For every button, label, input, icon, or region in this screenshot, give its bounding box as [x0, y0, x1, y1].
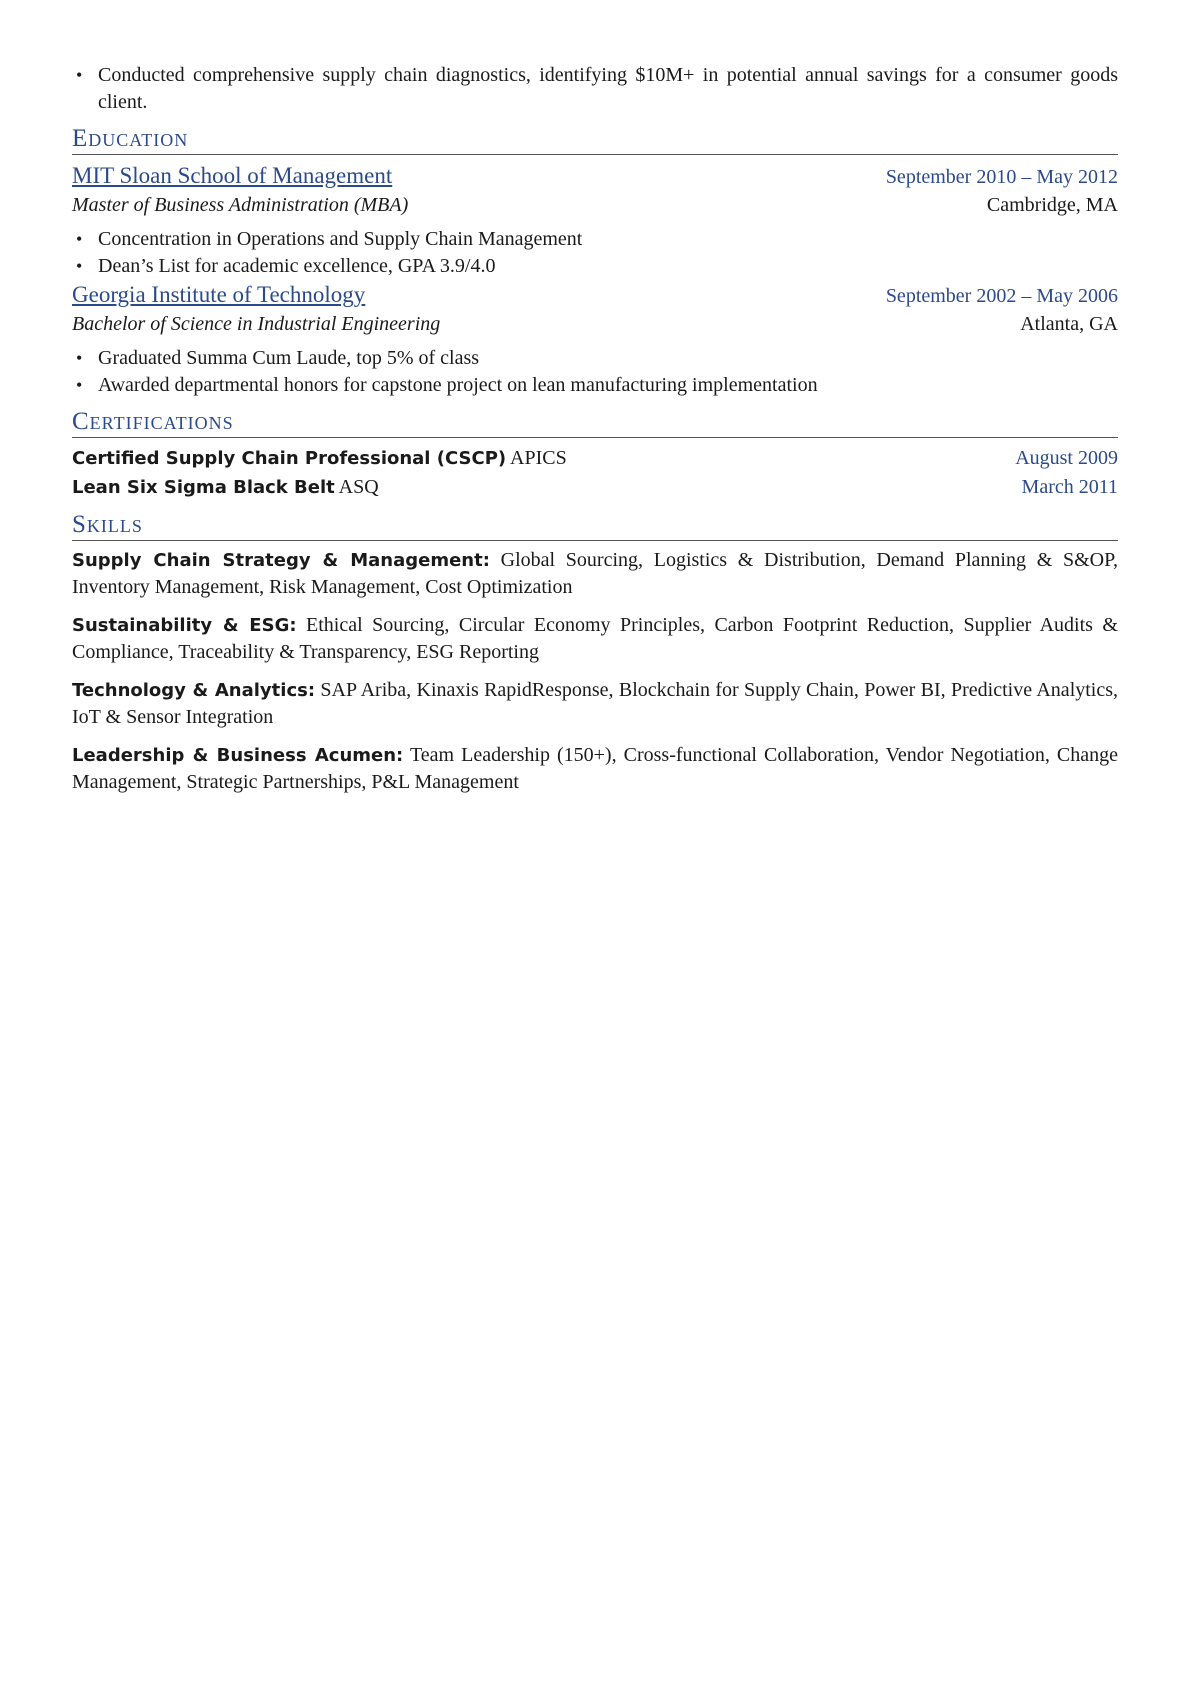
- education-bullet: [72, 253, 1118, 280]
- skill-items: Global Sourcing, Logistics & Distribution, Demand Planning & S&OP, Inventory Management, Risk Management, Cost Optimization: [72, 549, 1118, 598]
- location: Cambridge, MA: [986, 194, 1118, 216]
- certifications-heading: Certifications: [72, 408, 1118, 438]
- education-bullet: [72, 226, 1118, 253]
- education-bullets: [72, 345, 1118, 399]
- skill-group: [72, 677, 1118, 731]
- experience-bullets: [72, 62, 1118, 116]
- skill-group: [72, 547, 1118, 601]
- certification-item: [72, 473, 1118, 502]
- education-dates: September 2010 – May 2012: [885, 166, 1118, 188]
- education-heading: Education: [72, 125, 1118, 155]
- certification-issuer: ASQ: [338, 476, 379, 498]
- certification-item: [72, 444, 1118, 473]
- skill-group: [72, 612, 1118, 666]
- skill-items: Team Leadership (150+), Cross-functional Collaboration, Vendor Negotiation, Change Management, Strategic Partnerships, P&L Management: [72, 744, 1118, 793]
- bullet-text: Concentration in Operations and Supply Chain Management: [98, 228, 583, 250]
- resume-page: [72, 62, 1118, 796]
- location: Atlanta, GA: [1020, 313, 1118, 335]
- bullet-icon: •: [76, 348, 83, 368]
- bullet-text: Awarded departmental honors for capstone project on lean manufacturing implementation: [98, 374, 818, 396]
- degree: Master of Business Administration (MBA): [72, 194, 409, 216]
- school-link-mit[interactable]: MIT Sloan School of Management: [72, 163, 393, 188]
- certifications-list: [72, 444, 1118, 502]
- skill-items: SAP Ariba, Kinaxis RapidResponse, Blockchain for Supply Chain, Power BI, Predictive Analytics, IoT & Sensor Integration: [72, 679, 1119, 728]
- certification-issuer: APICS: [510, 447, 567, 469]
- bullet-text: Dean’s List for academic excellence, GPA 3.9/4.0: [98, 255, 496, 277]
- experience-bullet: [72, 62, 1118, 116]
- bullet-icon: •: [76, 65, 83, 85]
- certification-date: August 2009: [1015, 447, 1118, 469]
- education-dates: September 2002 – May 2006: [885, 285, 1118, 307]
- skill-category: Supply Chain Strategy & Management:: [72, 550, 490, 571]
- skill-category: Sustainability & ESG:: [72, 615, 297, 636]
- certification-title: [72, 473, 379, 502]
- skill-category: Leadership & Business Acumen:: [72, 745, 404, 766]
- bullet-icon: •: [76, 375, 83, 395]
- certification-name: Lean Six Sigma Black Belt: [72, 477, 335, 498]
- degree: Bachelor of Science in Industrial Engineering: [72, 313, 441, 335]
- skill-group: [72, 742, 1118, 796]
- bullet-text: Conducted comprehensive supply chain diagnostics, identifying $10M+ in potential annual savings for a consumer goods client.: [98, 64, 1118, 113]
- skills-heading: Skills: [72, 511, 1118, 541]
- education-bullet: [72, 345, 1118, 372]
- education-bullets: [72, 226, 1118, 280]
- education-bullet: [72, 372, 1118, 399]
- education-entry: [72, 161, 1118, 280]
- certification-name: Certified Supply Chain Professional (CSCP): [72, 448, 507, 469]
- education-entry: [72, 280, 1118, 399]
- certification-title: [72, 444, 567, 473]
- school-link-georgia-tech[interactable]: Georgia Institute of Technology: [72, 282, 366, 307]
- certification-date: March 2011: [1021, 476, 1118, 498]
- bullet-icon: •: [76, 256, 83, 276]
- bullet-icon: •: [76, 229, 83, 249]
- skill-items: Ethical Sourcing, Circular Economy Principles, Carbon Footprint Reduction, Supplier Audits & Compliance, Traceability & Transparency, ESG Reporting: [72, 614, 1118, 663]
- bullet-text: Graduated Summa Cum Laude, top 5% of class: [98, 347, 480, 369]
- skill-category: Technology & Analytics:: [72, 680, 316, 701]
